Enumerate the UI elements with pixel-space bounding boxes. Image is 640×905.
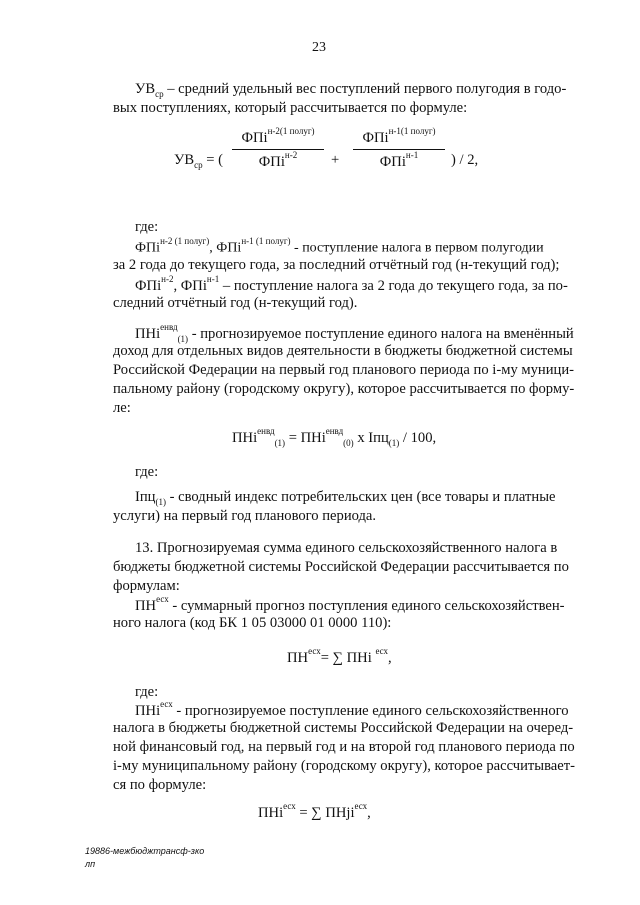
esh-total-formula: $ПН^{есх}=$ ∑ ПНi $^{есх}$, [287, 646, 392, 666]
where3-line2: налога в бюджеты бюджетной системы Российской Федерации на очеред- [113, 720, 574, 736]
uv-definition-line1: $УВ_{ср}$ – средний удельный вес поступлений первого полугодия в годо- [135, 81, 567, 99]
page-number: 23 [312, 40, 326, 55]
envd-line3: Российской Федерации на первый год планового периода по i-му муници- [113, 362, 575, 378]
section13-line5: ного налога (код БК 1 05 03000 01 0000 110): [113, 615, 392, 631]
envd-formula: ПНi$^{енвд}_{(1)}$ = ПНi$^{енвд}_{(0)}$ х Iпц$_{(1)}$ / 100, [232, 426, 437, 448]
footer-doc-code: 19886-межбюджтрансф-зко [85, 846, 205, 856]
where2-line2: услуги) на первый год планового периода. [113, 508, 377, 524]
where1-line2: за 2 года до текущего года, за последний отчётный год (н-текущий год); [113, 257, 560, 273]
section13-line4: $ПН^{есх}$ - суммарный прогноз поступления единого сельскохозяйствен- [135, 594, 565, 614]
where1-line3: ФПi$^{н-2}$, ФПi$^{н-1}$ – поступление налога за 2 года до текущего года, за по- [135, 274, 568, 294]
where-label-1: где: [135, 219, 159, 235]
uv-symbol: УВ [135, 81, 156, 97]
section13-line3: формулам: [113, 578, 180, 594]
section13-line2: бюджеты бюджетной системы Российской Федерации рассчитывается по [113, 559, 569, 575]
envd-line2: доход для отдельных видов деятельности в бюджеты бюджетной системы [113, 343, 573, 359]
envd-line1: ПНi$^{енвд}_{(1)}$ - прогнозируемое поступление единого налога на вменённый [135, 322, 574, 344]
section13-line1: 13. Прогнозируемая сумма единого сельскохозяйственного налога в [135, 540, 558, 556]
where1-line1: ФПi$^{н-2 (1 полуг)}$, ФПi$^{н-1 (1 полуг)}$ - поступление налога в первом полугодии [135, 236, 544, 256]
where-label-2: где: [135, 464, 159, 480]
envd-line4: пальному району (городскому округу), которое рассчитывается по форму- [113, 381, 575, 397]
uv-definition-line2: вых поступлениях, который рассчитывается по формуле: [113, 100, 468, 116]
where3-line1: ПНi$^{есх}$ - прогнозируемое поступление единого сельскохозяйственного [135, 699, 569, 719]
where1-line4: следний отчётный год (н-текущий год). [113, 295, 358, 311]
where3-line4: i-му муниципальному району (городскому округу), которое рассчитывает- [113, 758, 575, 774]
where2-line1: Iпц$_{(1)}$ - сводный индекс потребительских цен (все товары и платные [135, 489, 556, 507]
where3-line5: ся по формуле: [113, 777, 207, 793]
esh-municipal-formula: ПНi$^{есх}$ = ∑ ПНji$^{есх}$, [258, 801, 371, 821]
uv-fraction-2: ФПi$^{н-1(1 полуг)}$ ФПi$^{н-1}$ [353, 128, 445, 171]
footer-initials: лп [85, 859, 96, 869]
where-label-3: где: [135, 684, 159, 700]
where3-line3: ной финансовый год, на первый год и на второй год планового периода по [113, 739, 575, 755]
envd-line5: ле: [113, 400, 131, 416]
uv-fraction-1: ФПi$^{н-2(1 полуг)}$ ФПi$^{н-2}$ [232, 128, 324, 171]
